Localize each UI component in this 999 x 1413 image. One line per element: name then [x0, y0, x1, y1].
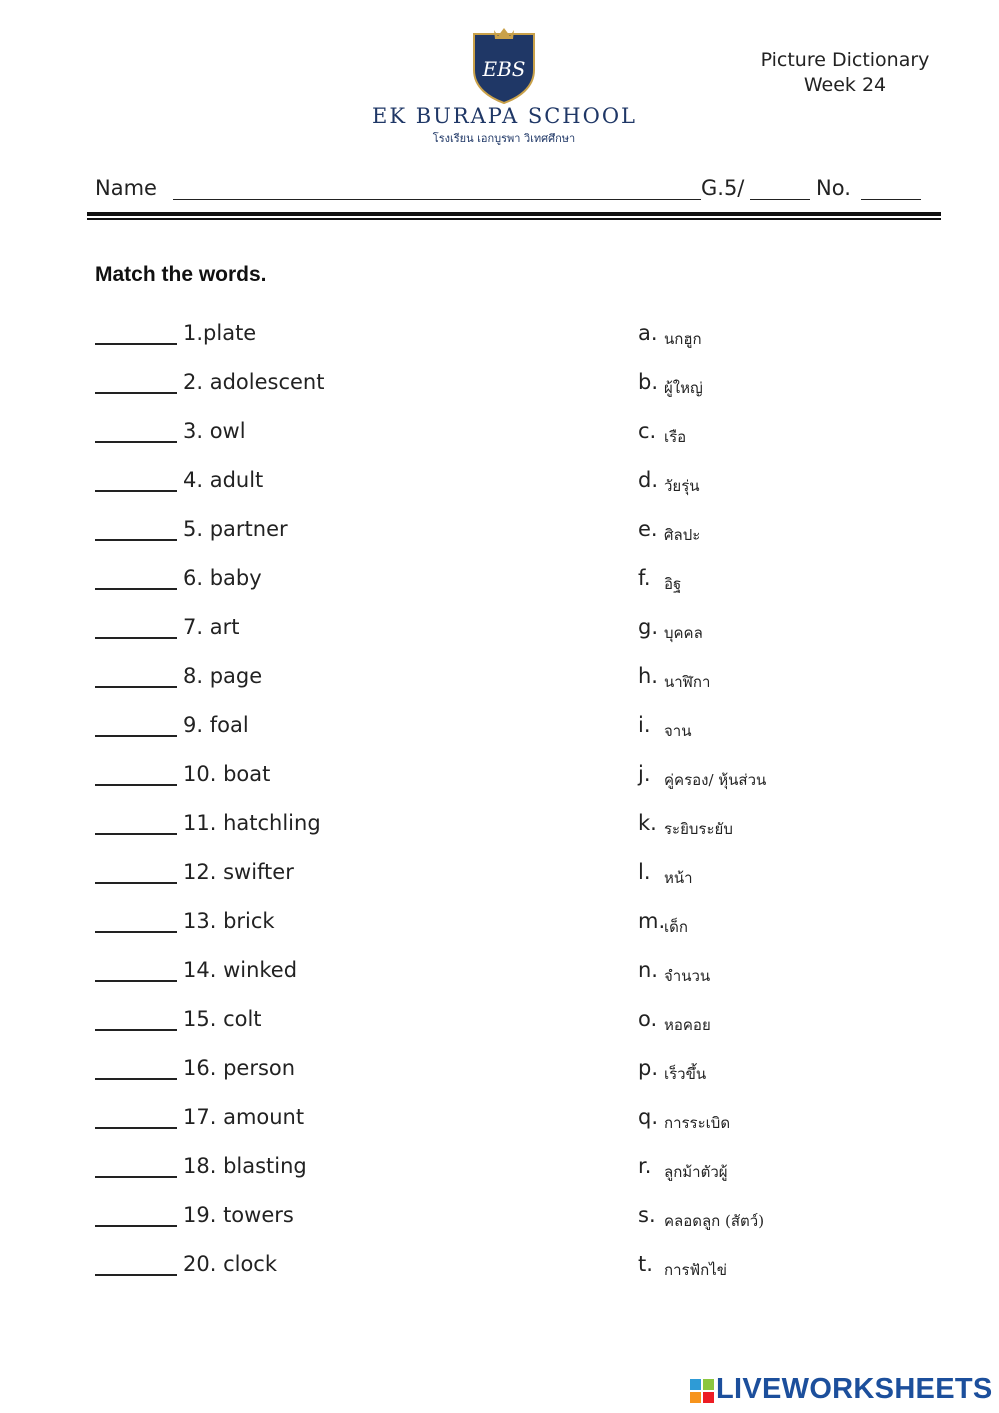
definition-item: j. คู่ครอง/ หุ้นส่วน: [638, 762, 767, 789]
word-item: 2. adolescent: [95, 370, 495, 400]
word-item: 5. partner: [95, 517, 495, 547]
definition-item: q. การระเบิด: [638, 1105, 731, 1132]
header-divider: [87, 212, 941, 216]
answer-blank[interactable]: [95, 980, 177, 982]
answer-blank[interactable]: [95, 490, 177, 492]
title-line-2: Week 24: [803, 74, 887, 96]
word-item: 15. colt: [95, 1007, 495, 1037]
definition-item: h. นาฬิกา: [638, 664, 711, 691]
name-row: [95, 176, 935, 206]
definition-item: f. อิฐ: [638, 566, 682, 593]
name-field[interactable]: [173, 176, 701, 200]
word-item: 7. art: [95, 615, 495, 645]
instructions: Match the words.: [95, 263, 267, 286]
word-item: 1.plate: [95, 321, 495, 351]
answer-blank[interactable]: [95, 637, 177, 639]
definition-item: g. บุคคล: [638, 615, 703, 642]
definition-item: n. จำนวน: [638, 958, 711, 985]
definition-item: b. ผู้ใหญ่: [638, 370, 703, 397]
definition-item: m. เด็ก: [638, 909, 688, 936]
word-item: 18. blasting: [95, 1154, 495, 1184]
answer-blank[interactable]: [95, 1176, 177, 1178]
school-name-thai: โรงเรียน เอกบูรพา วิเทศศึกษา: [432, 132, 576, 145]
definition-item: r. ลูกม้าตัวผู้: [638, 1154, 728, 1181]
word-item: 20. clock: [95, 1252, 495, 1282]
word-item: 6. baby: [95, 566, 495, 596]
definition-item: a. นกฮูก: [638, 321, 702, 348]
definition-item: s. คลอดลูก (สัตว์): [638, 1203, 765, 1230]
answer-blank[interactable]: [95, 588, 177, 590]
word-item: 4. adult: [95, 468, 495, 498]
worksheet-title: [740, 48, 950, 98]
answer-blank[interactable]: [95, 441, 177, 443]
word-item: 12. swifter: [95, 860, 495, 890]
liveworksheets-wordmark: LIVEWORKSHEETS: [716, 1373, 993, 1405]
answer-blank[interactable]: [95, 343, 177, 345]
word-item: 13. brick: [95, 909, 495, 939]
word-item: 16. person: [95, 1056, 495, 1086]
word-item: 8. page: [95, 664, 495, 694]
word-item: 10. boat: [95, 762, 495, 792]
answer-blank[interactable]: [95, 1127, 177, 1129]
answer-blank[interactable]: [95, 1029, 177, 1031]
definition-item: c. เรือ: [638, 419, 687, 446]
liveworksheets-blocks-icon: [690, 1379, 714, 1403]
word-item: 19. towers: [95, 1203, 495, 1233]
definition-item: l. หน้า: [638, 860, 693, 887]
definition-item: i. จาน: [638, 713, 692, 740]
grade-field[interactable]: [750, 176, 810, 200]
word-item: 3. owl: [95, 419, 495, 449]
definition-item: t. การฟักไข่: [638, 1252, 728, 1279]
answer-blank[interactable]: [95, 539, 177, 541]
word-item: 9. foal: [95, 713, 495, 743]
crest-monogram: EBS: [482, 57, 526, 81]
number-label: No.: [816, 176, 851, 200]
definition-item: p. เร็วขึ้น: [638, 1056, 707, 1083]
title-line-1: Picture Dictionary: [760, 49, 930, 71]
definition-item: k. ระยิบระยับ: [638, 811, 733, 838]
definition-item: o. หอคอย: [638, 1007, 711, 1034]
school-name: EK BURAPA SCHOOL: [372, 104, 637, 128]
answer-blank[interactable]: [95, 686, 177, 688]
name-label: Name: [95, 176, 157, 200]
answer-blank[interactable]: [95, 1225, 177, 1227]
answer-blank[interactable]: [95, 735, 177, 737]
word-item: 11. hatchling: [95, 811, 495, 841]
number-field[interactable]: [861, 176, 921, 200]
answer-blank[interactable]: [95, 882, 177, 884]
answer-blank[interactable]: [95, 392, 177, 394]
school-crest-logo: [470, 26, 538, 104]
word-item: 17. amount: [95, 1105, 495, 1135]
definition-item: e. ศิลปะ: [638, 517, 701, 544]
grade-label: G.5/: [701, 176, 745, 200]
answer-blank[interactable]: [95, 1274, 177, 1276]
word-item: 14. winked: [95, 958, 495, 988]
answer-blank[interactable]: [95, 1078, 177, 1080]
header-divider-thin: [87, 218, 941, 220]
answer-blank[interactable]: [95, 784, 177, 786]
answer-blank[interactable]: [95, 931, 177, 933]
definition-item: d. วัยรุ่น: [638, 468, 700, 495]
answer-blank[interactable]: [95, 833, 177, 835]
